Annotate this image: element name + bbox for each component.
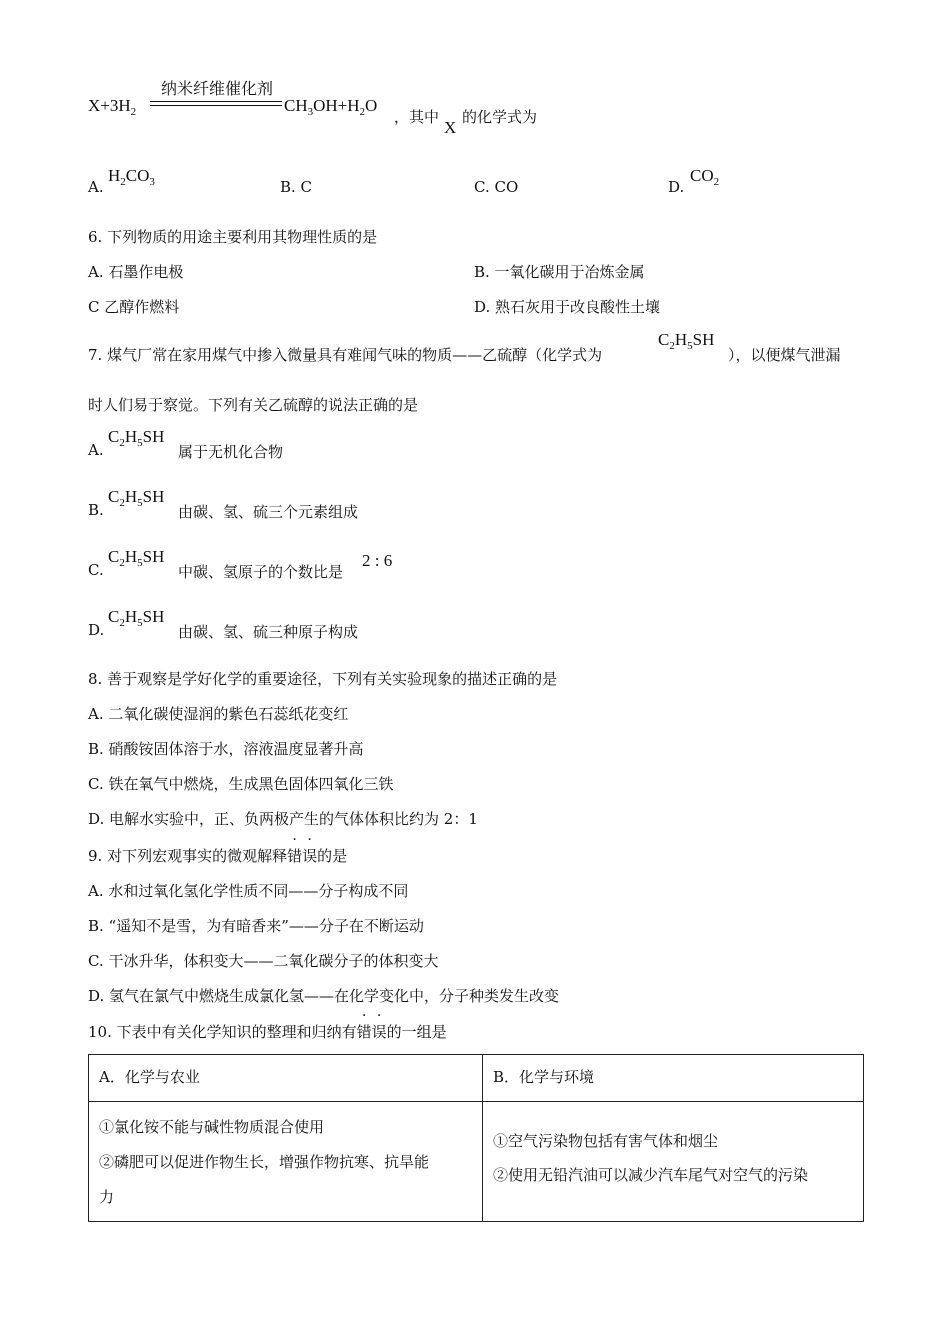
q8-stem: 8. 善于观察是学好化学的重要途径，下列有关实验现象的描述正确的是 [88,670,558,688]
equation-left: $X+3H_2$ [88,96,137,118]
table-cell-a [89,1102,483,1222]
q7-option-a-label: A. [88,441,104,459]
q5-option-a-formula: $H_2CO_3$ [108,166,155,188]
q9-option-d: D. 氢气在氯气中燃烧生成氯化氢——在化学变化中，分子种类发生改变 [88,987,560,1005]
q9-option-b: B. “遥知不是雪，为有暗香来”——分子在不断运动 [88,917,424,935]
q7-option-d-text: 由碳、氢、硫三种原子构成 [178,623,359,641]
q8-option-b: B. 硝酸铵固体溶于水，溶液温度显著升高 [88,740,364,758]
table-cell-a-line3: 力 [99,1188,115,1206]
q7-stem-b: ），以便煤气泄漏 [728,346,841,364]
q8-option-c: C. 铁在氧气中燃烧，生成黑色固体四氧化三铁 [88,775,394,793]
q10-table [88,1054,864,1222]
q7-formula: $C_2H_5SH$ [658,330,715,352]
equals-line-bottom [150,105,282,106]
table-header-a: A．化学与农业 [89,1055,483,1102]
q5-option-d-formula: $CO_2$ [690,166,720,188]
q7-option-a-text: 属于无机化合物 [178,443,284,461]
q6-option-a: A. 石墨作电极 [88,263,184,281]
q7-option-b-formula: $C_2H_5SH$ [108,487,165,509]
q5-option-a-label: A. [88,178,104,196]
q5-stem-tail-b: 的化学式为 [462,108,538,126]
q5-option-b: B. C [280,178,313,196]
table-cell-a-line2: ②磷肥可以促进作物生长，增强作物抗寒、抗旱能 [99,1153,430,1171]
equation-right: $CH_3OH+H_2O$ [284,96,378,118]
q7-option-b-label: B. [88,501,104,519]
table-header-b: B．化学与环境 [483,1055,864,1102]
q6-option-b: B. 一氧化碳用于冶炼金属 [474,263,645,281]
emphasis-char: 误 [371,1023,387,1041]
q7-option-d-formula: $C_2H_5SH$ [108,607,165,629]
q9-option-a: A. 水和过氧化氢化学性质不同——分子构成不同 [88,882,409,900]
emphasis-char: 错 [356,1023,372,1041]
table-cell-b-line1: ①空气污染物包括有害气体和烟尘 [493,1132,719,1150]
q6-option-d: D. 熟石灰用于改良酸性土壤 [474,298,661,316]
reaction-condition: 纳米纤维催化剂 [160,79,273,98]
q5-option-c: C. CO [474,178,519,196]
q9-stem: 9. 对下列宏观事实的微观解释错误的是 [88,847,348,865]
q7-option-a-formula: $C_2H_5SH$ [108,427,165,449]
q7-option-c-label: C. [88,561,104,579]
table-cell-b-line2: ②使用无铅汽油可以减少汽车尾气对空气的污染 [493,1166,809,1184]
q6-stem: 6. 下列物质的用途主要利用其物理性质的是 [88,228,378,246]
table-cell-b [483,1102,864,1222]
emphasis-char: 错 [287,847,303,865]
q7-option-b-text: 由碳、氢、硫三个元素组成 [178,503,359,521]
q7-option-c-formula: $C_2H_5SH$ [108,547,165,569]
equals-line-top [150,101,282,102]
q8-option-a: A. 二氧化碳使湿润的紫色石蕊纸花变红 [88,705,349,723]
q7-option-c-text: 中碳、氢原子的个数比是 [178,563,344,581]
q7-option-d-label: D. [88,621,105,639]
q6-option-c: C 乙醇作燃料 [88,298,180,316]
q8-option-d: D. 电解水实验中，正、负两极产生的气体体积比约为 2：1 [88,810,478,828]
q7-stem-a: 7. 煤气厂常在家用煤气中掺入微量具有难闻气味的物质——乙硫醇（化学式为 [88,346,603,364]
q5-option-d-label: D. [668,178,685,196]
x-symbol: X [444,118,457,137]
table-cell-a-line1: ①氯化铵不能与碱性物质混合使用 [99,1118,325,1136]
q10-stem: 10. 下表中有关化学知识的整理和归纳有错误的一组是 [88,1023,447,1041]
q7-stem-c: 时人们易于察觉。下列有关乙硫醇的说法正确的是 [88,396,419,414]
emphasis-char: 误 [302,847,318,865]
q5-stem-tail-a: ，其中 [394,108,440,126]
q7-option-c-ratio: 2 : 6 [362,551,393,570]
q9-option-c: C. 干冰升华，体积变大——二氧化碳分子的体积变大 [88,952,439,970]
